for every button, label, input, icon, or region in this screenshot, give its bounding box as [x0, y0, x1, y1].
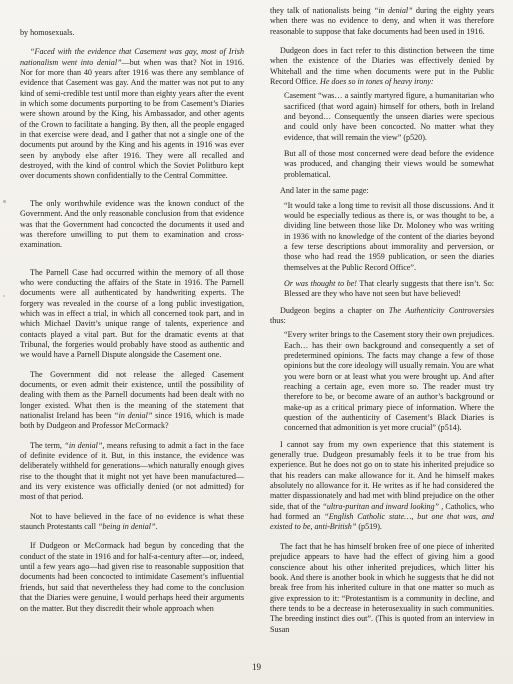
paragraph: The Government did not release the alleged Casement documents, or even admit their existence, until the possibility of dealing with them as the Parnell documents had been dealt with no longer existed. What then is the meaning of the statement that nationalist Ireland has been “in denial” since 1916, which is made both by Dudgeon and Professor McCormack?	[20, 369, 244, 431]
paragraph: And later in the same page:	[280, 186, 369, 196]
paragraph: by homosexuals.	[20, 28, 75, 37]
scan-speck	[3, 200, 6, 203]
paragraph: The Parnell Case had occurred within the memory of all those who were conducting the affairs of the State in 1916. The Parnell documents were all authenticated by handwriting experts. The forgery was revealed in the course of a long public investigation, which was in effect a trial, in which all concerned took part, and in which Michael Davitt’s unique range of talents, experience and contacts played a vital part. But for the dramatic events at that Tribunal, the forgeries would probably have stood as authentic and we would have a Parnell Dispute alongside the Casement one.	[20, 267, 244, 360]
paragraph: If Dudgeon or McCormack had begun by conceding that the conduct of the state in 1916 and for half-a-century after—or, indeed, until a few years ago—had given rise to reasonable supposition that documents had been concocted to intimidate Casement’s influential friends, but said that nevertheless they had come to the conclusion that the Diaries were genuine, I would perhaps heed their arguments on the matter. But they discredit their whole approach when	[20, 541, 244, 613]
right-column	[270, 6, 494, 644]
paragraph: The only worthwhile evidence was the known conduct of the Government. And the only reasonable conclusion from that evidence was that the Government had concocted the documents it used and was therefore unwilling to put them to examination and cross-examination.	[20, 198, 244, 250]
paragraph: Dudgeon begins a chapter on The Authenticity Controversies thus:	[270, 305, 495, 325]
block-quote: “It would take a long time to revisit all those discussions. And it would be especially tedious as there is, or was thought to be, a dividing line between those like Dr. Moloney who was writing in 1936 with no knowledge of the content of the diaries beyond a few terse descriptions about immorality and perversion, or those who had read the 1959 publication, or seen the diaries themselves at the Public Record Office”.	[284, 200, 494, 272]
block-quote: “Every writer brings to the Casement story their own prejudices. Each… has their own background and consequently a set of predetermined opinions. The facts may change a few of those opinions but the core ideology will usually remain. You are what you were born or at least what you were brought up. And after reaching a certain age, even more so. The reader must try therefore to be, or become aware of an author’s background or make-up as a critical primary piece of information. Where the question of the authenticity of Casement’s Black Diaries is concerned that admonition is yet more crucial” (p514).	[284, 330, 494, 433]
left-column	[20, 28, 244, 623]
paragraph: Not to have believed in the face of no evidence is what these staunch Protestants call “being in denial”.	[20, 511, 244, 532]
block-quote: Casement “was… a saintly martyred figure, a humanitarian who sacrificed (that word again) himself for others, both in Ireland and beyond… Consequently the unseen diaries were specious and could only have been concocted. No matter what they evidence, that will remain the view” (p520).	[284, 91, 494, 142]
block-quote: But all of those most concerned were dead before the evidence was produced, and changing their views would be somewhat problematical.	[284, 149, 494, 179]
paragraph: “Faced with the evidence that Casement was gay, most of Irish nationalism went into denial”—but when was that? Not in 1916. Nor for more than 40 years after 1916 was there any semblance of evidence that Casement was gay. And the matter was not put to any kind of semi-credible test until more than eighty years after the event in which some documents purporting to be from Casement’s Diaries were shown around by the King, his Ambassador, and other agents of the Crown to facilitate a hanging. By then, all the people engaged in that exercise were dead, and I gather that not a single one of the documents put around by the King and his agents in 1916 was ever seen by anybody else after 1916. They were all recalled and destroyed, with the kind of control which the Soviet Politburo kept over documents shown confidentially to the Central Committee.	[20, 47, 244, 181]
paragraph: The term, “in denial”, means refusing to admit a fact in the face of definite evidence of it. But, in this instance, the evidence was deliberately withheld for generations—which naturally enough gives rise to the thought that it might not yet have been manufactured—and its very existence was officially denied (or not admitted) for most of that period.	[20, 440, 244, 502]
paragraph: Dudgeon does in fact refer to this distinction between the time when the existence of the Diaries was effectively denied by Whitehall and the time when documents were put in the Public Record Office. He does so in tones of heavy irony:	[270, 46, 494, 87]
paragraph: they talk of nationalists being “in denial” during the eighty years when there was no evidence to deny, and when it was therefore reasonable to suppose that fake documents had been used in 1916.	[270, 6, 495, 36]
scan-speck	[3, 295, 5, 297]
paragraph: The fact that he has himself broken free of one piece of inherited prejudice appears to have had the effect of giving him a good conscience about his other inherited prejudices, which litter his book. And there is another book in which he suggests that he did not break free from his inherited culture in that one matter so much as give expression to it: “Protestantism is a community in decline, and there tends to be a decrease in heterosexuality in such communities. The breeding instinct dies out”. (This is quoted from an interview in Susan	[270, 541, 494, 634]
paragraph: I cannot say from my own experience that this statement is generally true. Dudgeon presumably feels it to be true from his experience. But he does not go on to state his inherited prejudice so that his readers can make allowance for it. And he himself makes absolutely no allowance for it. He writes as if he had considered the matter dispassionately and had met with blind prejudice on the other side, that of the “ultra-puritan and inward looking” , Catholics, who had formed an “English Catholic state…, but one that was, and existed to be, anti-British” (p519).	[270, 439, 495, 532]
block-quote: Or was thought to be! That clearly suggests that there isn’t. So: Blessed are they who have not seen but have believed!	[284, 278, 494, 299]
page-number: 19	[252, 662, 261, 672]
